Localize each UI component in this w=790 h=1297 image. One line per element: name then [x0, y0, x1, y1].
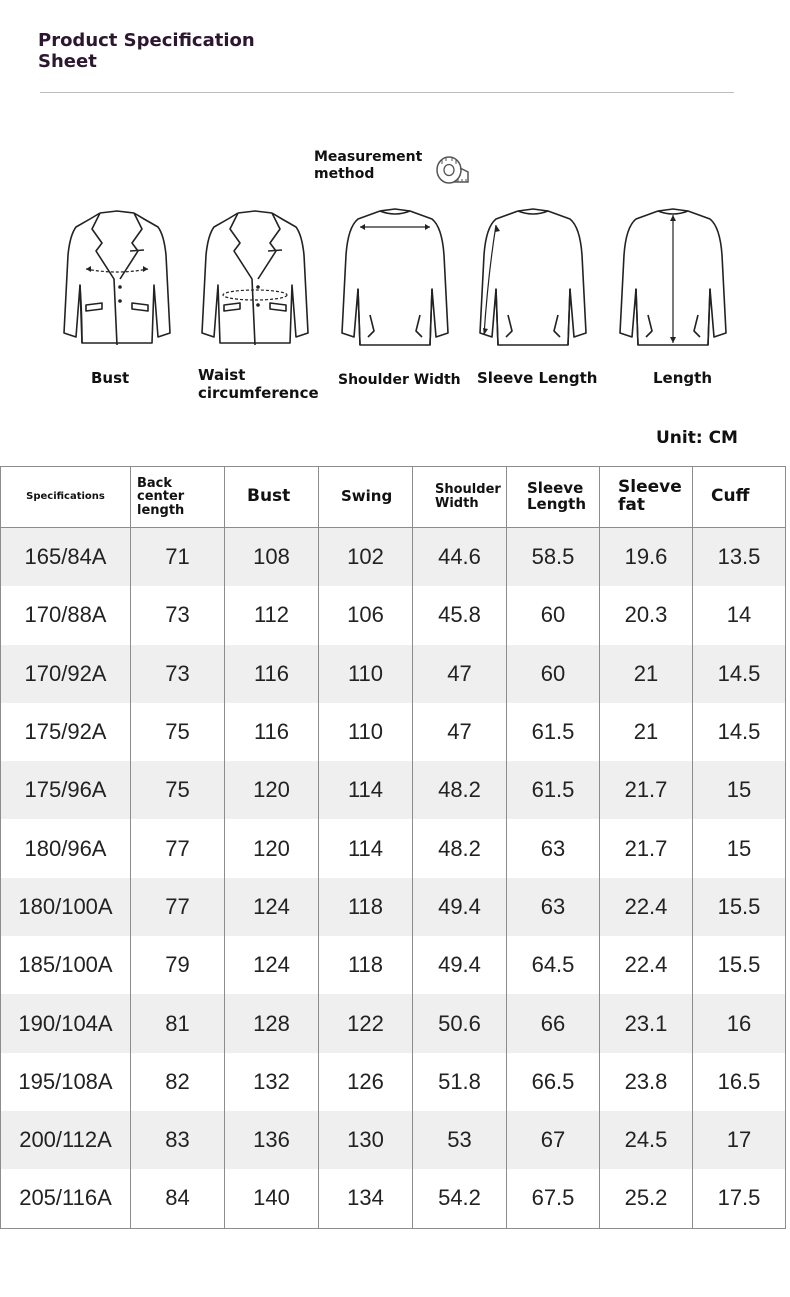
cell-cuff: 13.5 [693, 528, 786, 587]
cell-back-center-length: 75 [131, 761, 225, 819]
cell-bust: 124 [225, 936, 319, 994]
cell-bust: 136 [225, 1111, 319, 1169]
cell-cuff: 15 [693, 819, 786, 877]
cell-sleeve-length: 61.5 [507, 761, 600, 819]
figure-label-sleeve-length: Sleeve Length [477, 369, 598, 387]
page-title: Product Specification Sheet [38, 30, 255, 72]
cell-sleeve-fat: 21.7 [600, 819, 693, 877]
cell-swing: 106 [319, 586, 413, 644]
cell-shoulder-width: 50.6 [413, 994, 507, 1052]
header-shoulder-width: Shoulder Width [413, 467, 507, 528]
cell-sleeve-length: 63 [507, 819, 600, 877]
figure-label-shoulder-width: Shoulder Width [338, 372, 461, 388]
header-bust: Bust [225, 467, 319, 528]
cell-back-center-length: 77 [131, 878, 225, 936]
cell-cuff: 14.5 [693, 645, 786, 703]
cell-size: 205/116A [1, 1169, 131, 1228]
cell-swing: 126 [319, 1053, 413, 1111]
cell-sleeve-length: 60 [507, 645, 600, 703]
cell-bust: 116 [225, 703, 319, 761]
cell-swing: 122 [319, 994, 413, 1052]
cell-swing: 102 [319, 528, 413, 587]
cell-sleeve-fat: 21 [600, 645, 693, 703]
cell-bust: 112 [225, 586, 319, 644]
cell-sleeve-fat: 23.1 [600, 994, 693, 1052]
cell-shoulder-width: 48.2 [413, 819, 507, 877]
cell-size: 185/100A [1, 936, 131, 994]
jacket-front-bust-figure [62, 205, 172, 357]
cell-sleeve-length: 61.5 [507, 703, 600, 761]
cell-size: 190/104A [1, 994, 131, 1052]
figure-label-bust: Bust [91, 369, 130, 387]
cell-cuff: 14.5 [693, 703, 786, 761]
unit-label: Unit: CM [656, 428, 738, 448]
table-row [1, 994, 786, 1052]
cell-back-center-length: 83 [131, 1111, 225, 1169]
cell-sleeve-fat: 22.4 [600, 878, 693, 936]
header-cuff: Cuff [693, 467, 786, 528]
cell-shoulder-width: 45.8 [413, 586, 507, 644]
table-row [1, 1169, 786, 1228]
cell-size: 175/92A [1, 703, 131, 761]
cell-cuff: 17 [693, 1111, 786, 1169]
table-row [1, 645, 786, 703]
cell-sleeve-fat: 25.2 [600, 1169, 693, 1228]
spec-table [0, 466, 786, 1229]
cell-swing: 130 [319, 1111, 413, 1169]
cell-size: 180/100A [1, 878, 131, 936]
cell-back-center-length: 81 [131, 994, 225, 1052]
cell-sleeve-fat: 24.5 [600, 1111, 693, 1169]
cell-sleeve-fat: 21 [600, 703, 693, 761]
cell-sleeve-length: 67.5 [507, 1169, 600, 1228]
cell-swing: 110 [319, 645, 413, 703]
cell-shoulder-width: 47 [413, 645, 507, 703]
figure-label-waist: Waist circumference [198, 366, 319, 402]
table-row [1, 936, 786, 994]
cell-cuff: 14 [693, 586, 786, 644]
cell-bust: 128 [225, 994, 319, 1052]
table-row [1, 819, 786, 877]
cell-cuff: 16 [693, 994, 786, 1052]
measurement-method-label: Measurement method [314, 149, 423, 182]
table-row [1, 703, 786, 761]
jacket-front-waist-figure [200, 205, 310, 357]
cell-size: 175/96A [1, 761, 131, 819]
cell-sleeve-fat: 19.6 [600, 528, 693, 587]
cell-shoulder-width: 54.2 [413, 1169, 507, 1228]
jacket-back-length-figure [618, 205, 728, 357]
cell-size: 200/112A [1, 1111, 131, 1169]
cell-sleeve-length: 64.5 [507, 936, 600, 994]
table-row [1, 1111, 786, 1169]
cell-shoulder-width: 44.6 [413, 528, 507, 587]
cell-cuff: 15.5 [693, 878, 786, 936]
cell-back-center-length: 82 [131, 1053, 225, 1111]
cell-size: 165/84A [1, 528, 131, 587]
cell-back-center-length: 75 [131, 703, 225, 761]
cell-size: 170/88A [1, 586, 131, 644]
cell-bust: 132 [225, 1053, 319, 1111]
header-sleeve-length: Sleeve Length [507, 467, 600, 528]
cell-sleeve-length: 66.5 [507, 1053, 600, 1111]
cell-shoulder-width: 48.2 [413, 761, 507, 819]
header-back-center-length: Back center length [131, 467, 225, 528]
cell-size: 195/108A [1, 1053, 131, 1111]
cell-sleeve-fat: 20.3 [600, 586, 693, 644]
header-sleeve-fat: Sleeve fat [600, 467, 693, 528]
cell-swing: 134 [319, 1169, 413, 1228]
cell-sleeve-length: 63 [507, 878, 600, 936]
cell-cuff: 15 [693, 761, 786, 819]
cell-swing: 114 [319, 761, 413, 819]
table-row [1, 586, 786, 644]
cell-swing: 118 [319, 878, 413, 936]
cell-back-center-length: 79 [131, 936, 225, 994]
jacket-back-sleeve-figure [478, 205, 588, 357]
cell-shoulder-width: 49.4 [413, 878, 507, 936]
cell-sleeve-length: 58.5 [507, 528, 600, 587]
table-header-row [1, 467, 786, 528]
cell-bust: 108 [225, 528, 319, 587]
cell-swing: 118 [319, 936, 413, 994]
table-row [1, 528, 786, 587]
cell-bust: 124 [225, 878, 319, 936]
cell-back-center-length: 71 [131, 528, 225, 587]
divider [40, 92, 734, 93]
cell-shoulder-width: 51.8 [413, 1053, 507, 1111]
table-row [1, 761, 786, 819]
jacket-back-shoulder-figure [340, 205, 450, 357]
table-row [1, 878, 786, 936]
tape-measure-icon [432, 148, 472, 186]
cell-back-center-length: 84 [131, 1169, 225, 1228]
cell-shoulder-width: 49.4 [413, 936, 507, 994]
cell-shoulder-width: 53 [413, 1111, 507, 1169]
cell-size: 180/96A [1, 819, 131, 877]
header-swing: Swing [319, 467, 413, 528]
cell-cuff: 17.5 [693, 1169, 786, 1228]
figure-label-length: Length [653, 369, 712, 387]
cell-shoulder-width: 47 [413, 703, 507, 761]
cell-bust: 120 [225, 761, 319, 819]
cell-sleeve-length: 60 [507, 586, 600, 644]
cell-bust: 140 [225, 1169, 319, 1228]
cell-sleeve-length: 66 [507, 994, 600, 1052]
cell-back-center-length: 77 [131, 819, 225, 877]
cell-cuff: 16.5 [693, 1053, 786, 1111]
cell-sleeve-fat: 22.4 [600, 936, 693, 994]
table-row [1, 1053, 786, 1111]
cell-cuff: 15.5 [693, 936, 786, 994]
header-specifications: Specifications [1, 467, 131, 528]
cell-back-center-length: 73 [131, 645, 225, 703]
cell-size: 170/92A [1, 645, 131, 703]
cell-back-center-length: 73 [131, 586, 225, 644]
cell-sleeve-fat: 21.7 [600, 761, 693, 819]
cell-swing: 114 [319, 819, 413, 877]
cell-sleeve-fat: 23.8 [600, 1053, 693, 1111]
cell-bust: 120 [225, 819, 319, 877]
cell-swing: 110 [319, 703, 413, 761]
cell-sleeve-length: 67 [507, 1111, 600, 1169]
cell-bust: 116 [225, 645, 319, 703]
